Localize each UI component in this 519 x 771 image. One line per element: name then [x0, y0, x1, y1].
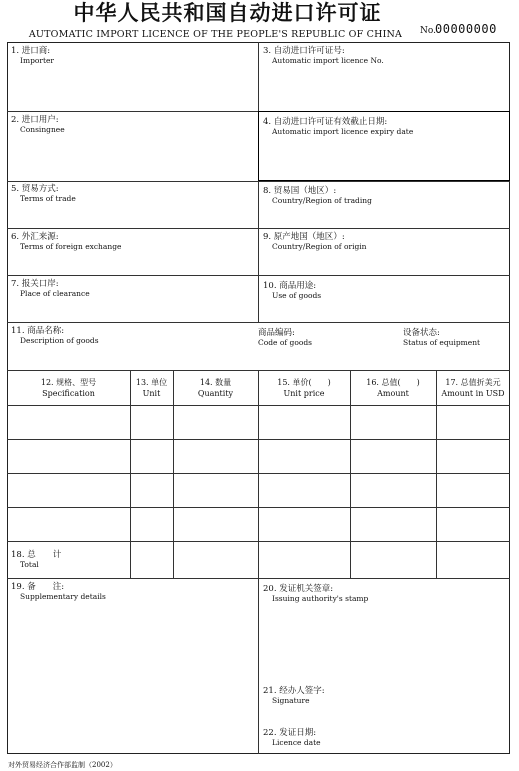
field-consignee: 2. 进口用户: Consingnee [11, 115, 65, 134]
field-terms-of-trade: 5. 贸易方式: Terms of trade [11, 184, 76, 203]
field-issuing-authority-stamp: 20. 发证机关签章: Issuing authority's stamp [263, 584, 369, 603]
field-importer: 1. 进口商: Importer [11, 46, 55, 65]
rule [173, 370, 174, 578]
rule [258, 42, 259, 322]
rule [7, 322, 510, 323]
form-title-en: AUTOMATIC IMPORT LICENCE OF THE PEOPLE'S REPUBLIC OF CHINA [28, 29, 403, 40]
field-use-of-goods: 10. 商品用途: Use of goods [263, 281, 322, 300]
col-header-specification: 12. 规格、型号 Specification [40, 378, 97, 398]
field-description-of-goods: 11. 商品名称: Description of goods [11, 326, 99, 345]
field-foreign-exchange: 6. 外汇来源: Terms of foreign exchange [11, 232, 122, 251]
licence-number-label: No. [420, 26, 436, 36]
rule [258, 370, 259, 578]
field-expiry-date: 4. 自动进口许可证有效截止日期: Automatic import licence expiry date [263, 117, 414, 136]
col-header-quantity: 14. 数量 Quantity [197, 378, 234, 398]
licence-number-value: 00000000 [435, 22, 497, 36]
field-licence-no: 3. 自动进口许可证号: Automatic import licence No. [263, 46, 384, 65]
col-header-amount-usd: 17. 总值折美元 Amount in USD [441, 378, 505, 398]
field-origin-country: 9. 原产地国（地区）: Country/Region of origin [263, 232, 367, 251]
field-total: 18. 总 计 Total [11, 550, 62, 569]
col-header-unit: 13. 单位 Unit [135, 378, 168, 398]
field-status-of-equipment: 设备状态: Status of equipment [403, 328, 481, 347]
rule [258, 578, 259, 754]
rule [130, 370, 131, 578]
form-title-cn: 中华人民共和国自动进口许可证 [73, 1, 382, 25]
rule [350, 370, 351, 578]
footer-issuer: 对外贸易经济合作部监制（2002） [8, 761, 117, 769]
field-place-of-clearance: 7. 报关口岸: Place of clearance [11, 279, 90, 298]
field-signature: 21. 经办人签字: Signature [263, 686, 325, 705]
field-code-of-goods: 商品编码: Code of goods [258, 328, 313, 347]
field-trading-country: 8. 贸易国（地区）: Country/Region of trading [263, 186, 372, 205]
col-header-amount: 16. 总值( ) Amount [366, 378, 420, 398]
rule [436, 370, 437, 578]
col-header-unit-price: 15. 单价( ) Unit price [277, 378, 331, 398]
field-licence-date: 22. 发证日期: Licence date [263, 728, 321, 747]
field-supplementary-details: 19. 备 注: Supplementary details [11, 582, 106, 601]
